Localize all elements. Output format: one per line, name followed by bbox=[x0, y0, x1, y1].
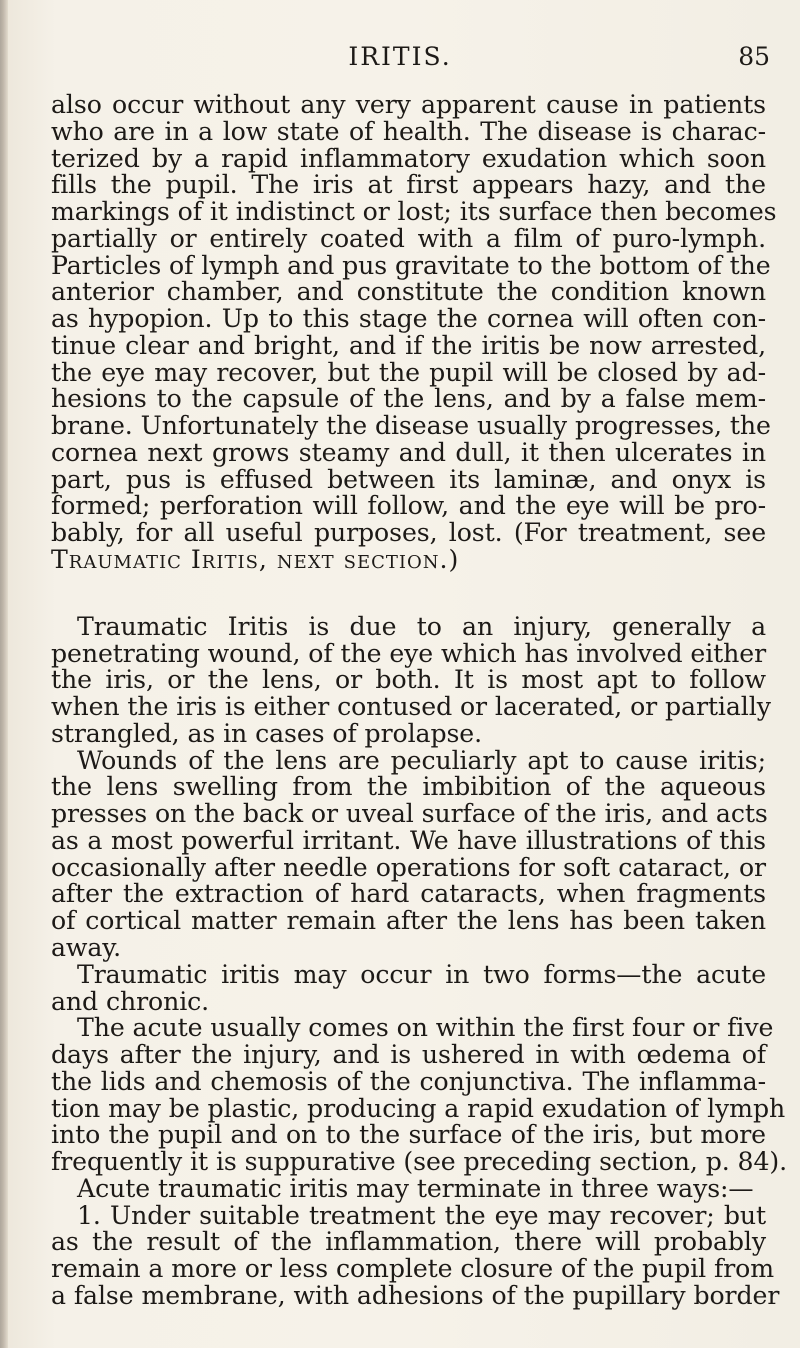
page-gutter-shadow bbox=[0, 0, 8, 1348]
text-line: as hypopion. Up to this stage the cornea will often con- bbox=[51, 304, 766, 334]
body-text bbox=[51, 90, 788, 1310]
text-line: tinue clear and bright, and if the iritis be now arrested, bbox=[51, 330, 766, 360]
text-line: bably, for all useful purposes, lost. (For treatment, see bbox=[51, 518, 766, 548]
text-line: tion may be plastic, producing a rapid exudation of lymph bbox=[51, 1093, 786, 1123]
text-line: Traumatic Iritis, next section.) bbox=[51, 545, 460, 575]
running-head: IRITIS. bbox=[348, 42, 452, 71]
paragraph-gap bbox=[51, 574, 766, 614]
text-line: brane. Unfortunately the disease usually progresses, the bbox=[51, 411, 771, 441]
text-line: Traumatic Iritis is due to an injury, generally a bbox=[77, 611, 766, 641]
text-line: penetrating wound, of the eye which has involved either bbox=[51, 638, 767, 668]
text-line: presses on the back or uveal surface of the iris, and acts bbox=[51, 799, 768, 829]
text-line: fills the pupil. The iris at first appears hazy, and the bbox=[51, 170, 766, 200]
text-line: frequently it is suppurative (see preceding section, p. 84). bbox=[51, 1147, 788, 1177]
text-line: The acute usually comes on within the first four or five bbox=[77, 1013, 774, 1043]
text-line: remain a more or less complete closure of the pupil from bbox=[51, 1254, 775, 1284]
page-header bbox=[0, 42, 800, 76]
text-line: strangled, as in cases of prolapse. bbox=[51, 718, 483, 748]
text-line: formed; perforation will follow, and the eye will be pro- bbox=[51, 491, 766, 521]
text-line: days after the injury, and is ushered in with œdema of bbox=[51, 1040, 766, 1070]
text-line: who are in a low state of health. The disease is charac- bbox=[51, 116, 766, 146]
text-line: as the result of the inflammation, there will probably bbox=[51, 1227, 766, 1257]
text-line: occasionally after needle operations for soft cataract, or bbox=[51, 852, 766, 882]
text-line: anterior chamber, and constitute the condition known bbox=[51, 277, 766, 307]
text-line: Acute traumatic iritis may terminate in three ways:— bbox=[77, 1173, 754, 1203]
text-line: when the iris is either contused or lacerated, or partially bbox=[51, 692, 771, 722]
text-line: also occur without any very apparent cause in patients bbox=[51, 90, 766, 119]
text-line: into the pupil and on to the surface of the iris, but more bbox=[51, 1120, 766, 1150]
text-line: the eye may recover, but the pupil will be closed by ad- bbox=[51, 357, 766, 387]
text-line: hesions to the capsule of the lens, and by a false mem- bbox=[51, 384, 766, 414]
text-line: Traumatic iritis may occur in two forms—the acute bbox=[77, 959, 766, 989]
text-line: 1. Under suitable treatment the eye may recover; but bbox=[77, 1200, 766, 1230]
text-line: the iris, or the lens, or both. It is most apt to follow bbox=[51, 665, 766, 695]
page-number: 85 bbox=[738, 42, 770, 71]
text-line: as a most powerful irritant. We have illustrations of this bbox=[51, 825, 766, 855]
text-line: partially or entirely coated with a film of puro-lymph. bbox=[51, 223, 766, 253]
text-line: the lens swelling from the imbibition of the aqueous bbox=[51, 772, 766, 802]
text-line: cornea next grows steamy and dull, it then ulcerates in bbox=[51, 437, 766, 467]
text-line: markings of it indistinct or lost; its surface then becomes bbox=[51, 197, 777, 227]
text-line: of cortical matter remain after the lens has been taken bbox=[51, 906, 766, 936]
text-line: Wounds of the lens are peculiarly apt to cause iritis; bbox=[77, 745, 766, 775]
text-line: after the extraction of hard cataracts, when fragments bbox=[51, 879, 766, 909]
text-line: terized by a rapid inflammatory exudation which soon bbox=[51, 143, 766, 173]
text-line: and chronic. bbox=[51, 986, 210, 1016]
text-line: Particles of lymph and pus gravitate to the bottom of the bbox=[51, 250, 771, 280]
text-line: a false membrane, with adhesions of the pupillary border bbox=[51, 1280, 780, 1310]
text-line: away. bbox=[51, 932, 121, 962]
text-line: part, pus is effused between its laminæ, and onyx is bbox=[51, 464, 766, 494]
text-line: the lids and chemosis of the conjunctiva. The inflamma- bbox=[51, 1066, 766, 1096]
